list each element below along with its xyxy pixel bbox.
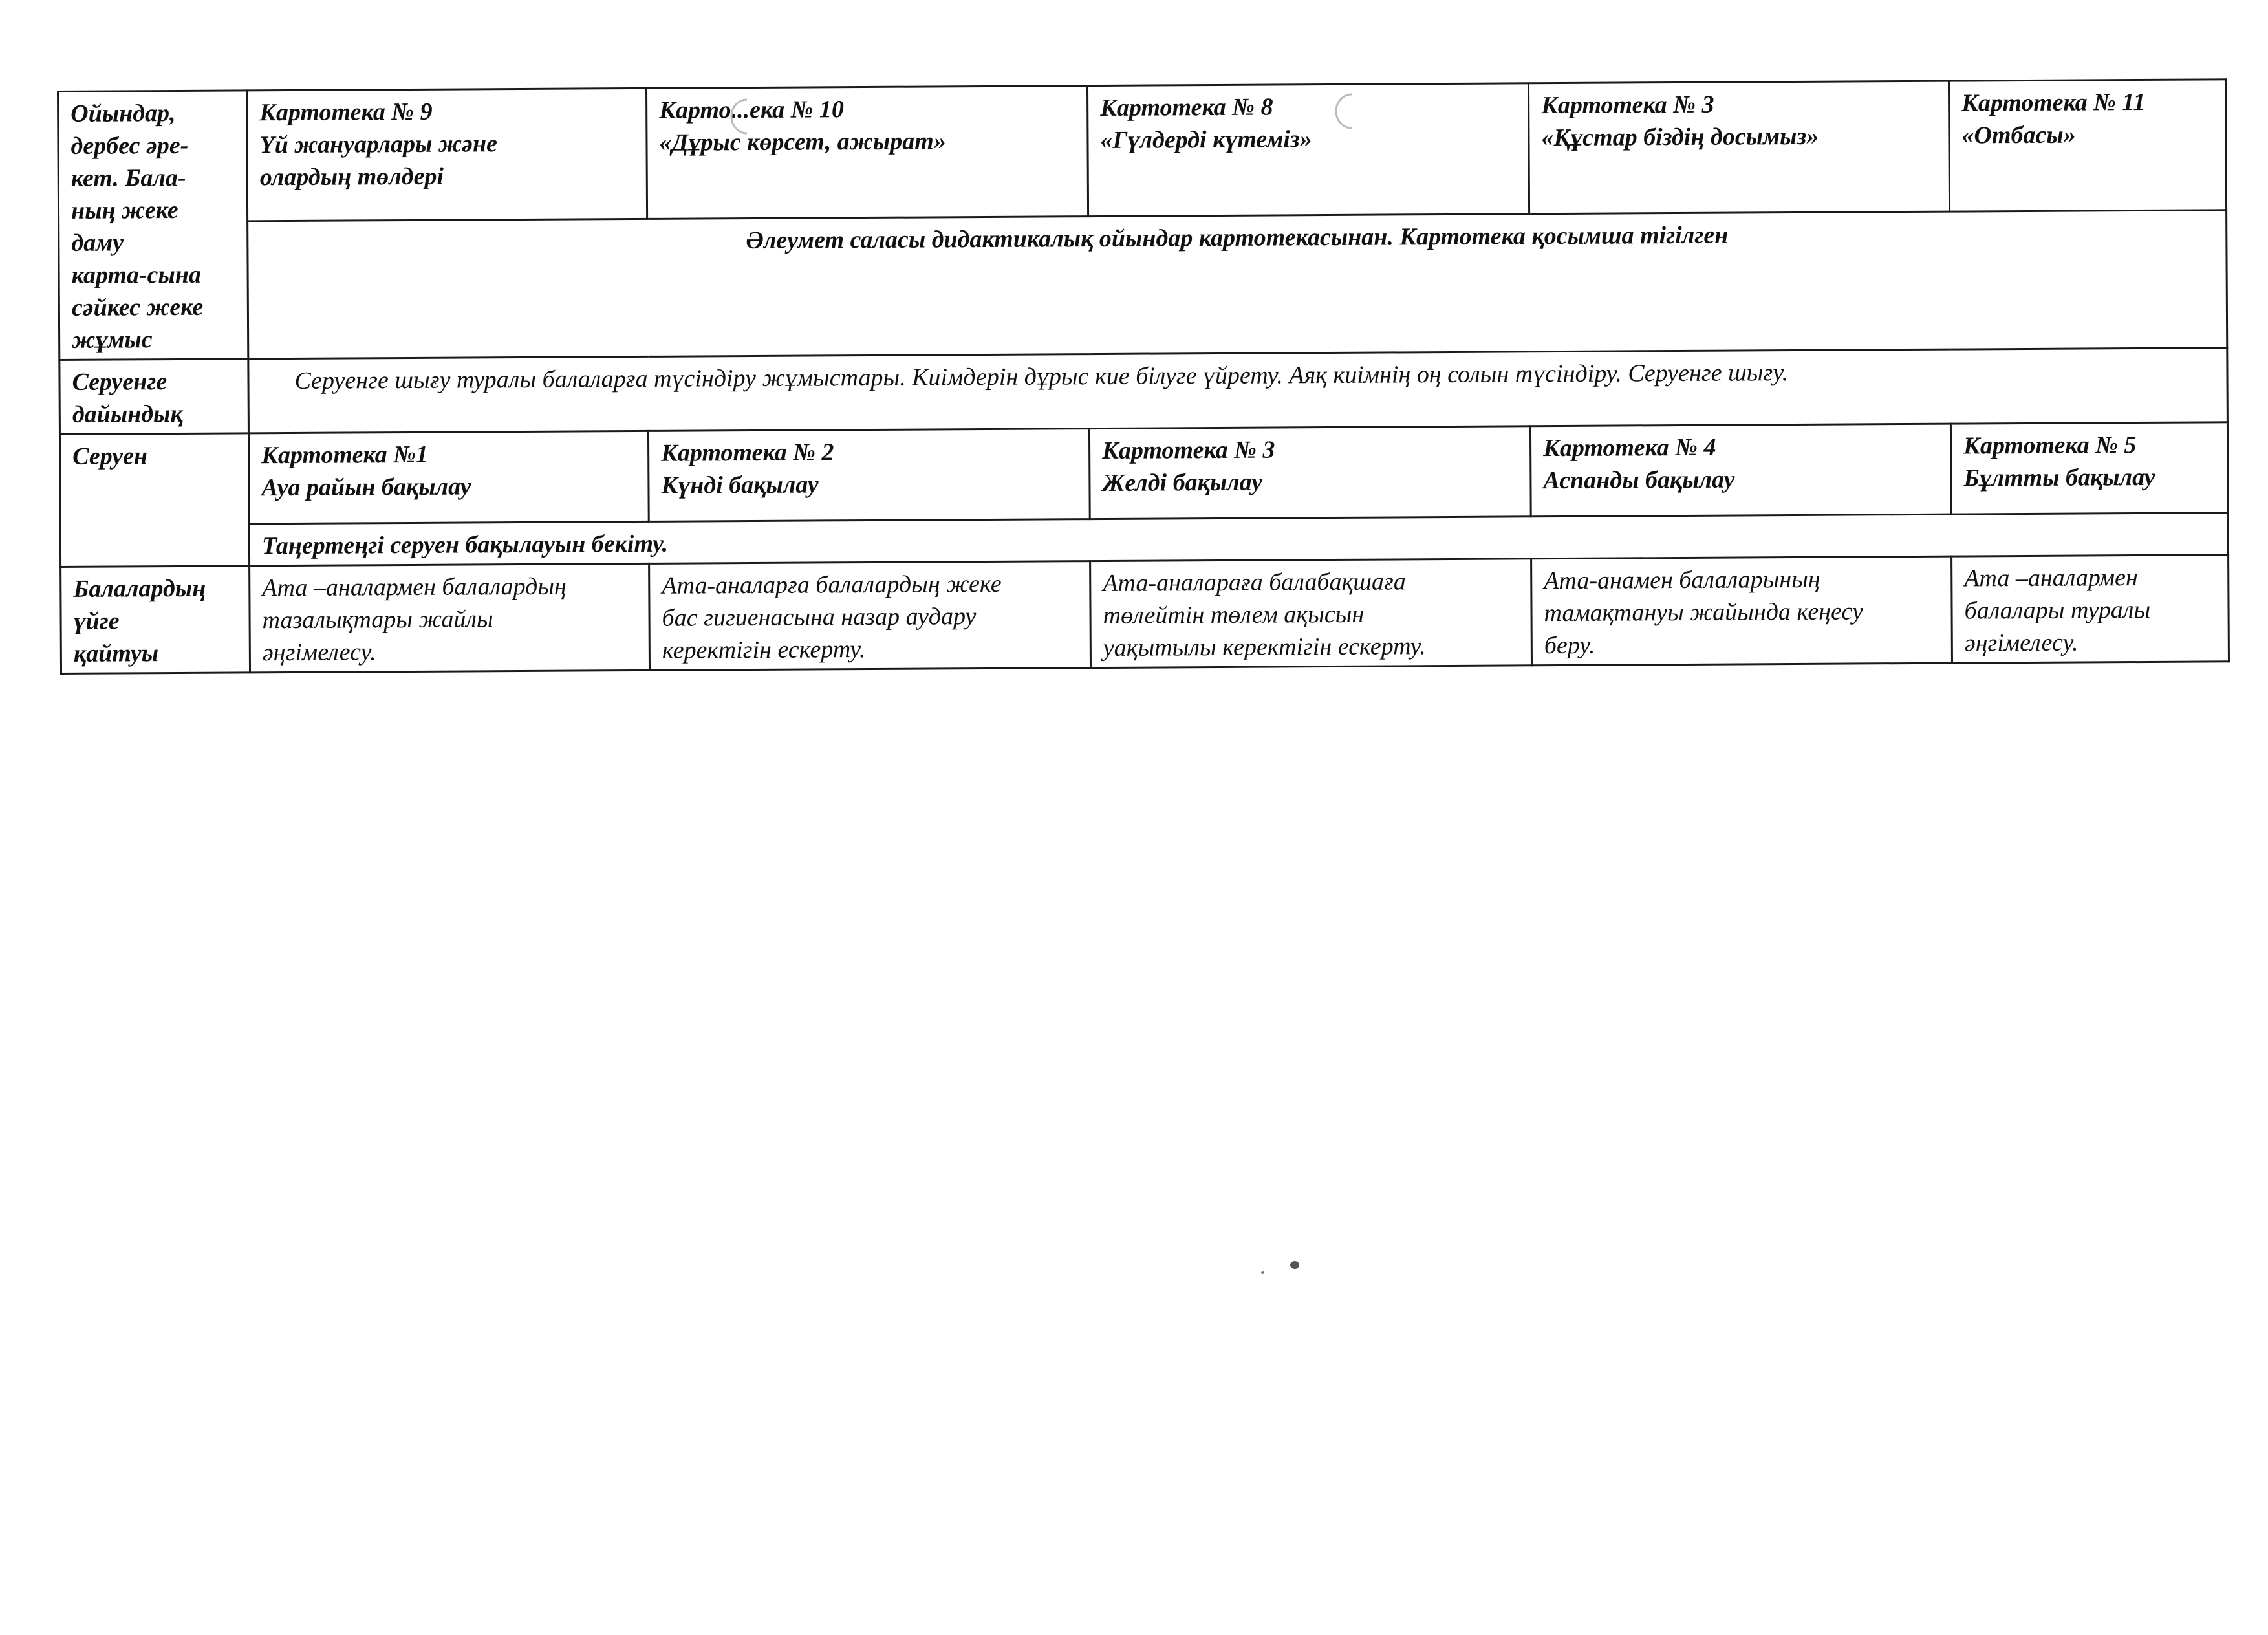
card-title: Картотека № 5	[1963, 431, 2137, 460]
label-line: кет. Бала-	[70, 164, 186, 192]
advice-line: әңгімелесу.	[262, 638, 376, 667]
label-line: қайтуы	[73, 640, 159, 667]
walk-card-cell	[1950, 422, 2228, 514]
card-text: «Дұрыс көрсет, ажырат»	[659, 127, 946, 157]
advice-line: керектігін ескерту.	[662, 636, 866, 664]
games-label-cell	[58, 91, 248, 360]
home-advice-cell	[1531, 556, 1952, 666]
games-card-cell	[1087, 83, 1529, 217]
card-text: Желді бақылау	[1102, 468, 1263, 497]
games-card-cell	[1949, 80, 2226, 212]
advice-line: тазалықтары жайлы	[262, 605, 493, 634]
card-text: олардың төлдері	[259, 162, 444, 191]
label-line: үйге	[73, 607, 120, 635]
card-text: Ауа райын бақылау	[261, 473, 471, 502]
walk-card-cell	[1530, 424, 1951, 517]
walk-note: Таңертеңгі серуен бақылауын бекіту.	[249, 513, 2228, 566]
label-line: Балалардың	[73, 574, 206, 603]
prep-label-cell	[59, 359, 249, 435]
home-advice-cell	[1090, 559, 1532, 668]
card-title: Картотека № 3	[1102, 436, 1275, 464]
hole-punch-mark	[1326, 92, 1358, 131]
label-line: Серуенге	[72, 368, 167, 396]
card-title: Картотека №1	[261, 440, 429, 470]
card-text: «Құстар біздің досымыз»	[1541, 122, 1819, 152]
home-advice-cell	[250, 563, 650, 672]
advice-line: балалары туралы	[1964, 596, 2151, 625]
label-line: жұмыс	[72, 326, 153, 354]
card-title: Картотека № 11	[1961, 88, 2146, 117]
card-title: Картотека № 2	[661, 439, 834, 467]
advice-line: Ата –аналармен	[1964, 564, 2138, 592]
label-line: карта-сына	[71, 261, 202, 289]
walk-label-cell	[59, 433, 249, 567]
label-line: сәйкес жеке	[71, 293, 204, 321]
advice-line: бас гигиенасына назар аудару	[662, 603, 977, 632]
card-text: «Отбасы»	[1961, 121, 2076, 149]
advice-line: тамақтануы жайында кеңесу	[1544, 598, 1864, 627]
card-text: Бұлтты бақылау	[1963, 463, 2155, 492]
label-line: Серуен	[72, 442, 148, 470]
home-advice-cell	[649, 561, 1091, 671]
plan-table	[57, 78, 2230, 675]
card-title: Картотека № 4	[1543, 433, 1716, 462]
prep-text: Серуенге шығу туралы балаларға түсіндіру жұмыстары. Киімдерін дұрыс кие білуге үйрету. Аяқ киімнің оң солын түсіндіру. Серуенге шығу.	[248, 348, 2228, 433]
advice-line: беру.	[1544, 631, 1595, 660]
games-card-cell	[1528, 81, 1949, 214]
scan-speck	[1261, 1271, 1264, 1274]
home-row	[61, 555, 2229, 674]
card-text: Күнді бақылау	[661, 471, 819, 499]
advice-line: төлейтін төлем ақысын	[1103, 600, 1365, 629]
hole-punch-mark	[721, 97, 753, 136]
label-line: дайындық	[72, 400, 183, 428]
games-note-row	[59, 210, 2227, 360]
games-card-cell	[646, 86, 1088, 219]
label-line: дербес әре-	[70, 131, 189, 160]
home-advice-cell	[1952, 555, 2229, 663]
home-label-cell	[61, 566, 250, 674]
prep-row	[59, 348, 2228, 435]
advice-line: Ата-анамен балаларының	[1544, 565, 1820, 595]
advice-line: Ата-аналараға балабақшаға	[1103, 568, 1406, 597]
card-title: Картотека № 9	[259, 98, 433, 127]
games-card-cell	[247, 88, 647, 221]
games-row	[58, 80, 2227, 222]
card-title: Картотека № 3	[1541, 91, 1714, 120]
advice-line: әңгімелесу.	[1964, 629, 2079, 657]
card-text: Аспанды бақылау	[1543, 466, 1735, 495]
advice-line: уақытылы керектігін ескерту.	[1103, 633, 1426, 662]
label-line: Ойындар,	[70, 99, 176, 127]
card-text: Үй жануарлары және	[259, 130, 498, 159]
label-line: ның жеке	[70, 196, 178, 224]
card-text: «Гүлдерді күтеміз»	[1100, 125, 1312, 154]
walk-card-cell	[1089, 426, 1531, 519]
walk-card-cell	[648, 429, 1090, 522]
label-line: даму	[71, 229, 124, 257]
scan-speck	[1290, 1261, 1299, 1269]
games-note: Әлеумет саласы дидактикалық ойындар картотекасынан. Картотека қосымша тігілген	[248, 210, 2227, 359]
card-title: Картотека № 8	[1100, 93, 1273, 122]
card-title: Карто...ека № 10	[659, 96, 845, 124]
walk-card-cell	[248, 431, 649, 523]
walk-row	[59, 422, 2228, 525]
advice-line: Ата –аналармен балалардың	[262, 572, 567, 602]
advice-line: Ата-аналарға балалардың жеке	[662, 570, 1002, 600]
